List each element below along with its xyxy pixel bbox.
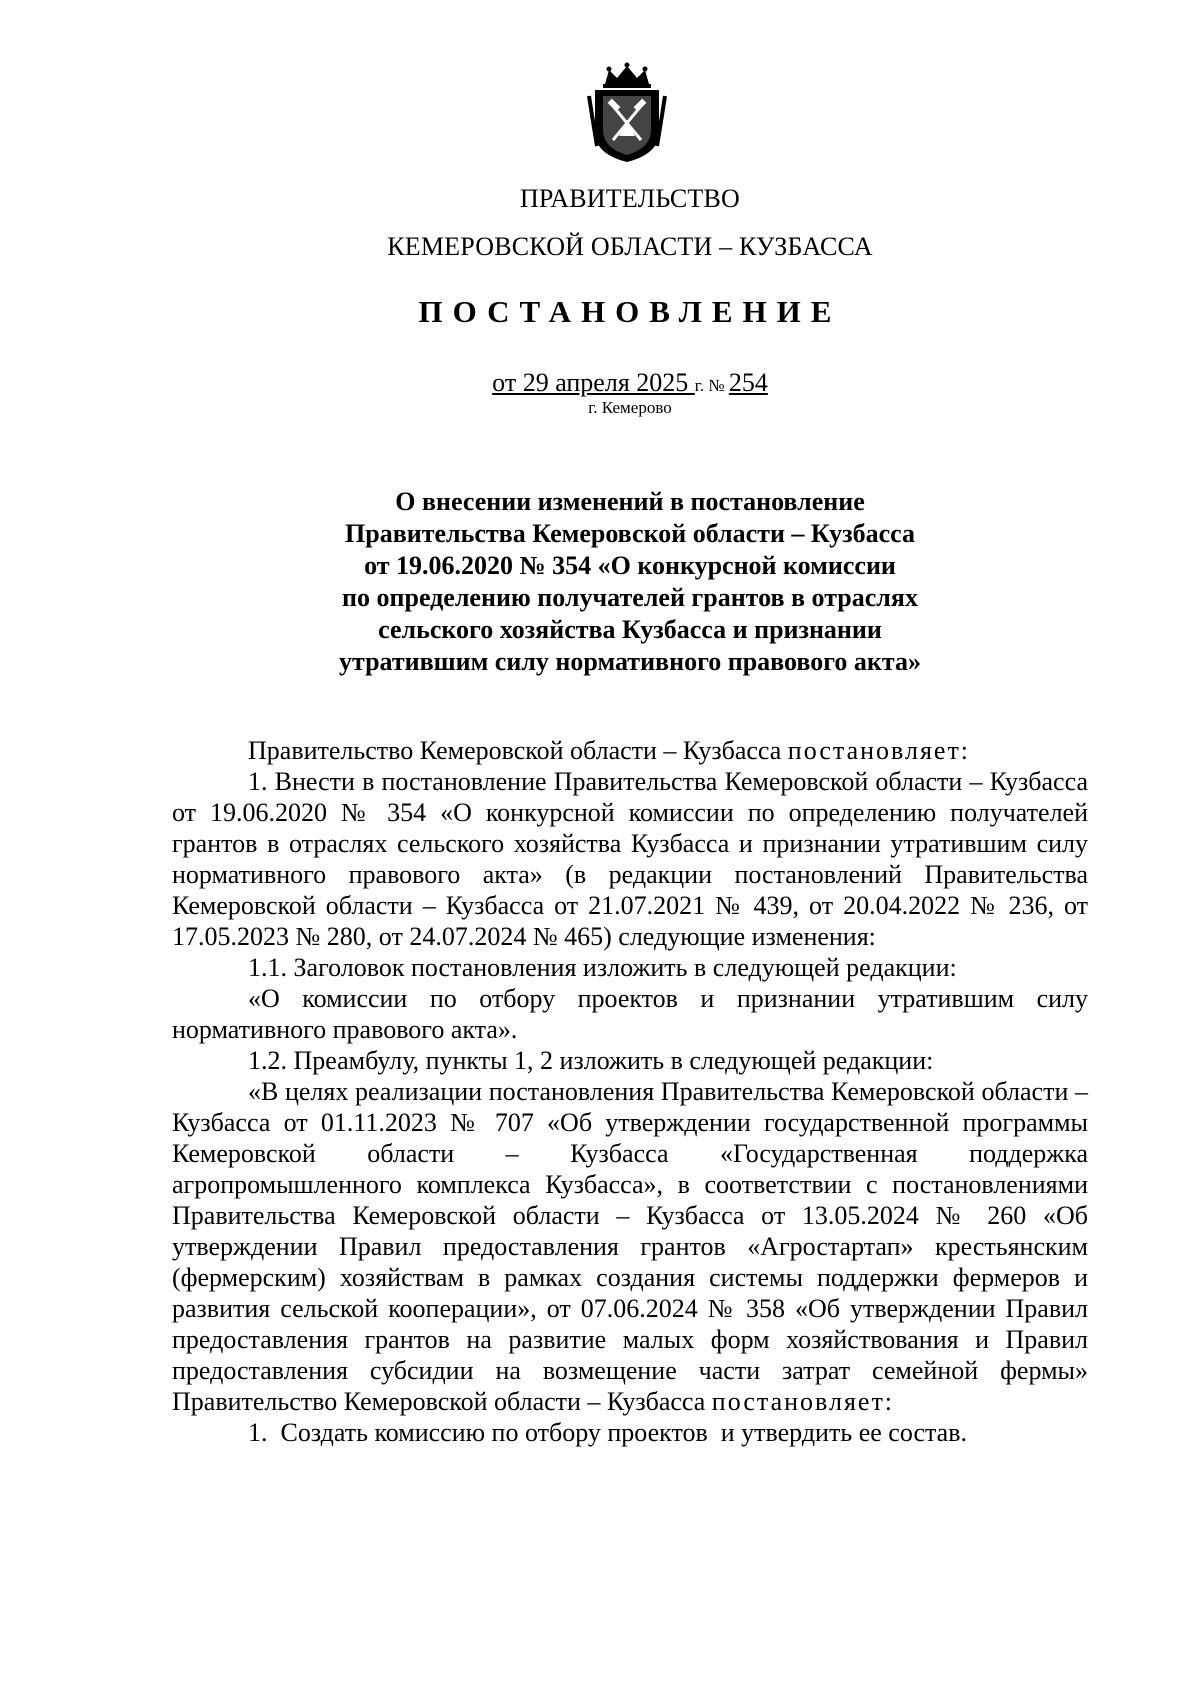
body-paragraph: 1. Внести в постановление Правительства Кемеровской области – Кузбасса от 19.06.2020 № 354 «О конкурсной комиссии по определению получателей грантов в отраслях сельского хозяйства Кузбасса и признании утратившим силу нормативного правового акта» (в редакции постановлений Правительства Кемеровской области – Кузбасса от 21.07.2021 № 439, от 20.04.2022 № 236, от 17.05.2023 № 280, от 24.07.2024 № 465) следующие изменения:	[172, 767, 1088, 951]
document-date: от 29 апреля 2025	[492, 368, 695, 397]
paragraph-text: Правительство Кемеровской области – Кузбасса	[248, 736, 788, 765]
document-title	[0, 486, 1200, 678]
resolves-word: постановляет:	[787, 736, 971, 765]
title-line: Правительства Кемеровской области – Кузбасса	[345, 519, 915, 548]
title-line: О внесении изменений в постановление	[395, 487, 865, 516]
document-number: 254	[728, 368, 768, 397]
body-paragraph	[172, 735, 1088, 766]
resolves-word: постановляет:	[711, 1387, 895, 1416]
document-body	[172, 735, 1088, 1448]
year-suffix: г.	[694, 376, 705, 395]
body-paragraph: 1. Создать комиссию по отбору проектов и утвердить ее состав.	[248, 1418, 967, 1447]
government-name-line1: ПРАВИТЕЛЬСТВО	[519, 184, 741, 213]
title-line: утратившим силу нормативного правового акта»	[338, 647, 921, 676]
title-line: по определению получателей грантов в отраслях	[342, 583, 918, 612]
city-name: г. Кемерово	[588, 398, 672, 417]
coat-of-arms-icon	[585, 62, 669, 164]
number-sign: №	[704, 376, 729, 395]
document-type: ПОСТАНОВЛЕНИЕ	[418, 294, 842, 329]
body-paragraph	[172, 1076, 1088, 1417]
title-line: сельского хозяйства Кузбасса и признании	[378, 615, 882, 644]
body-paragraph: 1.1. Заголовок постановления изложить в следующей редакции:	[248, 953, 957, 982]
government-name-line2: КЕМЕРОВСКОЙ ОБЛАСТИ – КУЗБАССА	[387, 232, 873, 261]
title-line: от 19.06.2020 № 354 «О конкурсной комиссии	[364, 551, 896, 580]
body-paragraph: «О комиссии по отбору проектов и признании утратившим силу нормативного правового акта».	[172, 984, 1088, 1044]
paragraph-text: «В целях реализации постановления Правительства Кемеровской области – Кузбасса от 01.11.2023 № 707 «Об утверждении государственной программы Кемеровской области – Кузбасса «Государственная поддержка агропромышленного комплекса Кузбасса», в соответствии с постановлениями Правительства Кемеровской области – Кузбасса от 13.05.2024 № 260 «Об утверждении Правил предоставления грантов «Агростартап» крестьянским (фермерским) хозяйствам в рамках создания системы поддержки фермеров и развития сельской кооперации», от 07.06.2024 № 358 «Об утверждении Правил предоставления грантов на развитие малых форм хозяйствования и Правил предоставления субсидии на возмещение части затрат семейной фермы» Правительство Кемеровской области – Кузбасса	[172, 1077, 1088, 1416]
body-paragraph: 1.2. Преамбулу, пункты 1, 2 изложить в следующей редакции:	[248, 1046, 934, 1075]
date-number-line	[0, 368, 1200, 398]
